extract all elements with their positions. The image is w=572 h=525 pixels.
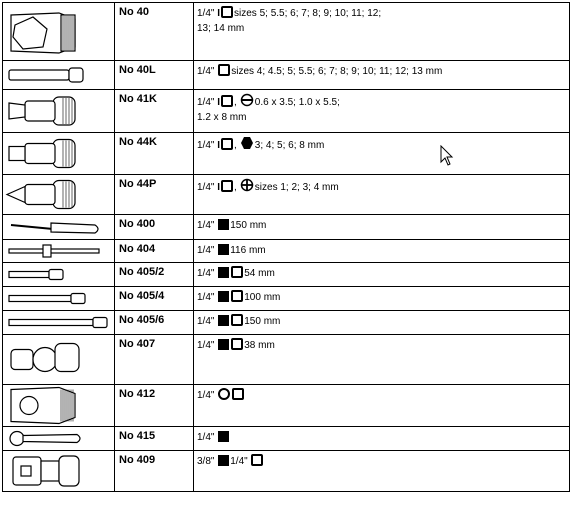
item-spec [194, 3, 570, 61]
short-extension-illustration [3, 263, 114, 286]
tool-image-cell [3, 451, 115, 492]
square-drive-female-icon [221, 95, 233, 107]
spec-line [197, 430, 569, 445]
tool-specs-table [2, 2, 570, 492]
table-row [3, 311, 570, 335]
table-row [3, 287, 570, 311]
spec-line [197, 178, 569, 195]
table-row [3, 240, 570, 263]
spec-text: 1/4" [197, 182, 218, 193]
item-spec [194, 61, 570, 90]
spec-line [197, 93, 569, 110]
square-drive-male-icon [218, 291, 229, 302]
item-code: No 40 [115, 3, 194, 61]
table-row [3, 385, 570, 427]
long-socket-illustration [3, 61, 114, 89]
item-code: No 407 [115, 335, 194, 385]
square-drive-male-icon [218, 339, 229, 350]
square-drive-female-icon [231, 290, 243, 302]
table-row [3, 90, 570, 133]
item-code: No 405/4 [115, 287, 194, 311]
spec-line [197, 290, 569, 305]
deep-socket-illustration [3, 3, 114, 60]
square-drive-male-icon [218, 267, 229, 278]
spec-text: 38 mm [244, 340, 275, 351]
item-spec [194, 240, 570, 263]
slotted-screw-icon [240, 93, 254, 107]
spec-line [197, 388, 569, 403]
t-handle-illustration [3, 240, 114, 262]
tool-image-cell [3, 133, 115, 175]
tool-image-cell [3, 311, 115, 335]
table-row [3, 215, 570, 240]
item-code: No 404 [115, 240, 194, 263]
spec-text: 1/4" [197, 97, 218, 108]
item-code: No 415 [115, 427, 194, 451]
tool-image-cell [3, 240, 115, 263]
item-spec [194, 287, 570, 311]
square-drive-female-icon [221, 180, 233, 192]
spec-text: 1/4" [197, 66, 218, 77]
tool-image-cell [3, 385, 115, 427]
spec-text: 150 mm [230, 220, 267, 231]
drive-separator-icon: I [217, 8, 221, 19]
item-code: No 405/6 [115, 311, 194, 335]
hex-bit-socket-illustration [3, 133, 114, 174]
square-drive-female-icon [221, 138, 233, 150]
tool-image-cell [3, 3, 115, 61]
square-drive-female-icon [231, 314, 243, 326]
spec-text: 13; 14 mm [197, 23, 245, 34]
square-drive-male-icon [218, 431, 229, 442]
long-extension-illustration [3, 311, 114, 334]
spec-text: 1/4" [197, 268, 218, 279]
item-spec [194, 90, 570, 133]
mouse-cursor-icon [440, 145, 454, 167]
item-code: No 405/2 [115, 263, 194, 287]
item-code: No 41K [115, 90, 194, 133]
tool-image-cell [3, 427, 115, 451]
tool-image-cell [3, 335, 115, 385]
universal-joint-illustration [3, 335, 114, 384]
spec-line [197, 110, 569, 125]
spec-line [197, 64, 569, 79]
spec-text: 1/4" [197, 432, 218, 443]
spec-line [197, 21, 569, 36]
phillips-bit-socket-illustration [3, 175, 114, 214]
item-code: No 44K [115, 133, 194, 175]
table-row [3, 451, 570, 492]
spec-text: 150 mm [244, 316, 281, 327]
item-spec [194, 175, 570, 215]
spec-text: 1/4" [197, 340, 218, 351]
spec-text: 1/4" [197, 140, 218, 151]
item-spec [194, 263, 570, 287]
spec-text: 1/4" [197, 220, 218, 231]
square-drive-female-icon [221, 6, 233, 18]
spec-line [197, 266, 569, 281]
square-drive-female-icon [251, 454, 263, 466]
spec-line [197, 454, 569, 469]
ratchet-illustration [3, 427, 114, 450]
tool-image-cell [3, 175, 115, 215]
square-drive-male-icon [218, 455, 229, 466]
item-code: No 412 [115, 385, 194, 427]
spec-text: 3; 4; 5; 6; 8 mm [254, 140, 325, 151]
spec-line [197, 136, 569, 153]
table-row [3, 427, 570, 451]
item-spec [194, 427, 570, 451]
spec-text: 1/4" [197, 390, 218, 401]
square-drive-female-icon [218, 64, 230, 76]
item-spec [194, 451, 570, 492]
spec-text: sizes 4; 4.5; 5; 5.5; 6; 7; 8; 9; 10; 11; 12; 13 mm [231, 66, 443, 77]
tool-image-cell [3, 90, 115, 133]
reducer-adapter-illustration [3, 451, 114, 491]
spinner-handle-illustration [3, 215, 114, 239]
spec-text: 1/4" [197, 8, 218, 19]
item-spec [194, 335, 570, 385]
spec-text: 1/4" [197, 316, 218, 327]
spec-line [197, 338, 569, 353]
item-spec [194, 311, 570, 335]
square-drive-female-icon [232, 388, 244, 400]
table-row [3, 61, 570, 90]
spec-text: 3/8" [197, 456, 218, 467]
tool-image-cell [3, 215, 115, 240]
item-spec [194, 385, 570, 427]
square-drive-female-icon [231, 338, 243, 350]
table-row [3, 263, 570, 287]
phillips-screw-icon [240, 178, 254, 192]
spec-text: 1.2 x 8 mm [197, 112, 247, 123]
hex-key-icon [240, 136, 254, 150]
spec-line [197, 6, 569, 21]
spec-text: 54 mm [244, 268, 275, 279]
table-row [3, 175, 570, 215]
item-code: No 409 [115, 451, 194, 492]
spec-text: sizes 1; 2; 3; 4 mm [254, 182, 339, 193]
square-drive-male-icon [218, 315, 229, 326]
spec-text: 116 mm [230, 245, 266, 256]
screwdriver-bit-socket-illustration [3, 90, 114, 132]
item-code: No 400 [115, 215, 194, 240]
table-row [3, 335, 570, 385]
drive-separator-icon: I [217, 140, 221, 151]
spec-text: 100 mm [244, 292, 281, 303]
item-spec [194, 133, 570, 175]
round-drive-icon [218, 388, 230, 400]
square-drive-female-icon [231, 266, 243, 278]
tool-image-cell [3, 61, 115, 90]
drive-separator-icon: I [217, 97, 221, 108]
spec-text: sizes 5; 5.5; 6; 7; 8; 9; 10; 11; 12; [234, 8, 382, 19]
item-code: No 44P [115, 175, 194, 215]
table-row [3, 3, 570, 61]
spec-text: , [234, 182, 237, 193]
item-code: No 40L [115, 61, 194, 90]
medium-extension-illustration [3, 287, 114, 310]
spec-text: 0.6 x 3.5; 1.0 x 5.5; [254, 97, 340, 108]
spec-text: 1/4" [197, 245, 218, 256]
spec-text: 1/4" [230, 456, 251, 467]
spec-line [197, 218, 569, 233]
spec-text: , [234, 140, 237, 151]
tool-image-cell [3, 263, 115, 287]
item-spec [194, 215, 570, 240]
adapter-socket-illustration [3, 385, 114, 426]
square-drive-male-icon [218, 244, 229, 255]
drive-separator-icon: I [217, 182, 221, 193]
spec-text: 1/4" [197, 292, 218, 303]
spec-line [197, 314, 569, 329]
tool-image-cell [3, 287, 115, 311]
square-drive-male-icon [218, 219, 229, 230]
table-row [3, 133, 570, 175]
spec-line [197, 243, 569, 258]
spec-text: , [234, 97, 237, 108]
